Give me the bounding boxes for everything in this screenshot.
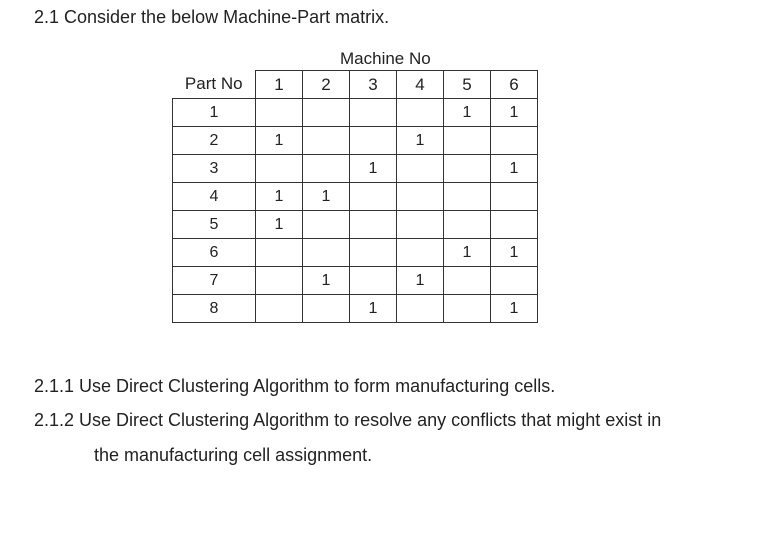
part-cell: 1	[173, 99, 256, 127]
matrix-cell	[397, 239, 444, 267]
matrix-cell	[397, 99, 444, 127]
matrix-cell: 1	[444, 239, 491, 267]
machine-header-1: 1	[256, 71, 303, 99]
matrix-cell	[256, 99, 303, 127]
matrix-cell	[350, 127, 397, 155]
matrix-cell	[397, 183, 444, 211]
matrix-cell: 1	[491, 155, 538, 183]
question-2-1-2-line2: the manufacturing cell assignment.	[94, 445, 373, 465]
machine-header-6: 6	[491, 71, 538, 99]
matrix-cell	[303, 99, 350, 127]
matrix-cell	[491, 127, 538, 155]
matrix-cell	[256, 239, 303, 267]
matrix-cell	[444, 155, 491, 183]
machine-header-2: 2	[303, 71, 350, 99]
table-row	[173, 267, 538, 295]
matrix-cell	[350, 99, 397, 127]
matrix-cell	[350, 211, 397, 239]
matrix-cell: 1	[256, 127, 303, 155]
table-row	[173, 239, 538, 267]
matrix-cell	[444, 211, 491, 239]
matrix-cell	[444, 267, 491, 295]
table-row	[173, 127, 538, 155]
table-row	[173, 183, 538, 211]
matrix-cell: 1	[303, 267, 350, 295]
matrix-cell	[256, 295, 303, 323]
matrix-cell	[350, 239, 397, 267]
matrix-cell: 1	[350, 155, 397, 183]
matrix-cell	[303, 295, 350, 323]
part-no-header: Part No	[184, 74, 243, 94]
part-cell: 4	[173, 183, 256, 211]
matrix-body	[173, 99, 538, 323]
matrix-cell	[256, 155, 303, 183]
machine-header-4: 4	[397, 71, 444, 99]
table-row	[173, 211, 538, 239]
matrix-cell	[491, 267, 538, 295]
table-row	[173, 295, 538, 323]
matrix-cell: 1	[491, 295, 538, 323]
matrix-cell: 1	[491, 99, 538, 127]
matrix-cell: 1	[491, 239, 538, 267]
machine-part-matrix	[172, 70, 538, 323]
table-row	[173, 99, 538, 127]
question-heading: 2.1 Consider the below Machine-Part matrix.	[34, 7, 390, 27]
question-2-1-2-line1: 2.1.2 Use Direct Clustering Algorithm to resolve any conflicts that might exist in	[34, 410, 662, 430]
matrix-cell	[397, 295, 444, 323]
matrix-cell: 1	[444, 99, 491, 127]
matrix-cell	[350, 267, 397, 295]
matrix-cell	[491, 211, 538, 239]
matrix-cell: 1	[256, 211, 303, 239]
header-row	[173, 71, 538, 99]
matrix-cell: 1	[350, 295, 397, 323]
table-row	[173, 155, 538, 183]
matrix-cell	[303, 211, 350, 239]
matrix-cell	[444, 127, 491, 155]
question-2-1-1: 2.1.1 Use Direct Clustering Algorithm to form manufacturing cells.	[34, 376, 556, 396]
machine-no-caption: Machine No	[340, 49, 431, 68]
part-cell: 8	[173, 295, 256, 323]
matrix-cell: 1	[397, 127, 444, 155]
part-cell: 2	[173, 127, 256, 155]
matrix-cell	[303, 155, 350, 183]
matrix-cell	[444, 183, 491, 211]
matrix-cell	[444, 295, 491, 323]
part-cell: 3	[173, 155, 256, 183]
matrix-cell: 1	[397, 267, 444, 295]
matrix-header	[173, 71, 538, 99]
matrix-cell	[397, 155, 444, 183]
part-cell: 5	[173, 211, 256, 239]
matrix-cell	[303, 127, 350, 155]
machine-header-5: 5	[444, 71, 491, 99]
matrix-cell	[350, 183, 397, 211]
matrix-cell	[491, 183, 538, 211]
part-cell: 6	[173, 239, 256, 267]
matrix-cell	[397, 211, 444, 239]
matrix-cell: 1	[303, 183, 350, 211]
matrix-cell	[256, 267, 303, 295]
machine-header-3: 3	[350, 71, 397, 99]
matrix-cell: 1	[256, 183, 303, 211]
part-cell: 7	[173, 267, 256, 295]
matrix-cell	[303, 239, 350, 267]
